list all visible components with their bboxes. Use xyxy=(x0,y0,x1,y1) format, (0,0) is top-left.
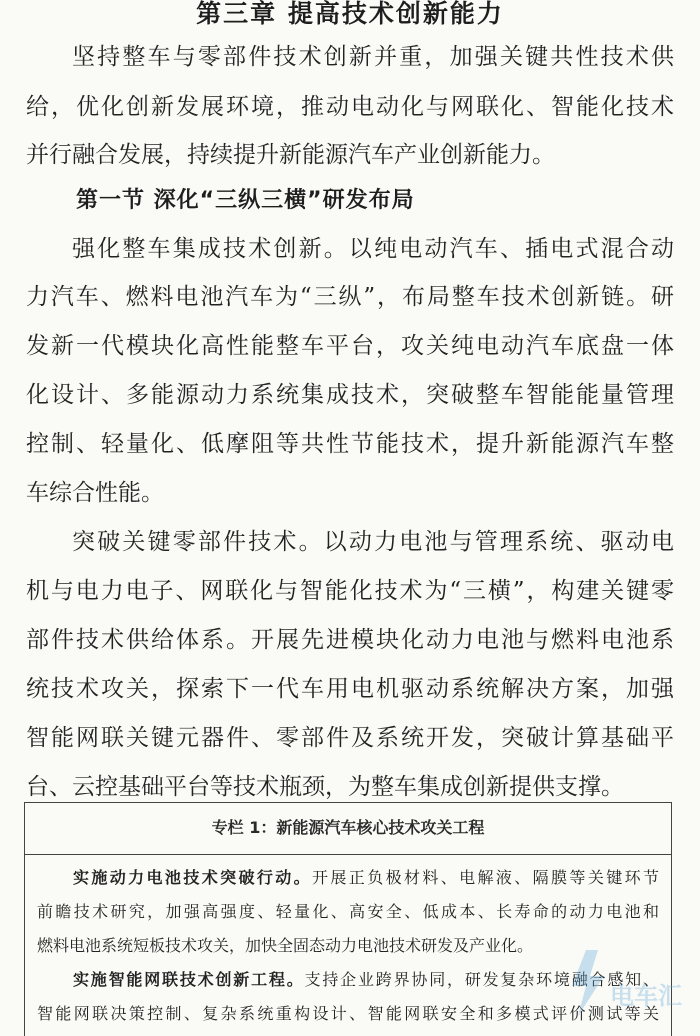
box-item-lead: 实施动力电池技术突破行动。 xyxy=(73,868,313,887)
box-line: 燃料电池系统短板技术攻关，加快全固态动力电池技术研发及产业化。 xyxy=(37,936,534,955)
paragraph-line: 智能网联关键元器件、零部件及系统开发，突破计算基础平 xyxy=(26,725,674,751)
paragraph-line: 发新一代模块化高性能整车平台，攻关纯电动汽车底盘一体 xyxy=(26,333,674,359)
paragraph-line: 控制、轻量化、低摩阻等共性节能技术，提升新能源汽车整 xyxy=(26,431,674,457)
box-line: 智能网联决策控制、复杂系统重构设计、智能网联安全和多模式评价测试等关 xyxy=(37,1004,659,1023)
box-line: 前瞻技术研究，加强高强度、轻量化、高安全、低成本、长寿命的动力电池和 xyxy=(37,902,659,921)
paragraph-line: 力汽车、燃料电池汽车为“三纵”，布局整车技术创新链。研 xyxy=(26,284,674,310)
paragraph-line: 强化整车集成技术创新。以纯电动汽车、插电式混合动 xyxy=(72,236,674,262)
box-item-text: 开展正负极材料、电解液、隔膜等关键环节 xyxy=(312,868,659,887)
paragraph-line: 统技术攻关，探索下一代车用电机驱动系统解决方案，加强 xyxy=(26,676,674,702)
paragraph-line: 化设计、多能源动力系统集成技术，突破整车智能能量管理 xyxy=(26,382,674,408)
box-item-text: 支持企业跨界协同，研发复杂环境融合感知、 xyxy=(304,970,659,989)
watermark-text: 电车汇 xyxy=(610,982,682,1010)
box-line xyxy=(73,965,659,995)
intro-line: 坚持整车与零部件技术创新并重，加强关键共性技术供 xyxy=(72,44,674,70)
sidebar-box-title: 专栏 1：新能源汽车核心技术攻关工程 xyxy=(25,803,671,855)
paragraph-line: 突破关键零部件技术。以动力电池与管理系统、驱动电 xyxy=(72,529,674,555)
box-item-lead: 实施智能网联技术创新工程。 xyxy=(73,970,305,989)
sidebar-box xyxy=(24,802,672,1036)
paragraph-line: 台、云控基础平台等技术瓶颈，为整车集成创新提供支撑。 xyxy=(26,774,624,800)
paragraph-line: 车综合性能。 xyxy=(26,480,164,506)
intro-line: 给，优化创新发展环境，推动电动化与网联化、智能化技术 xyxy=(26,94,674,120)
chapter-title: 第三章 提高技术创新能力 xyxy=(196,0,504,28)
section-title: 第一节 深化“三纵三横”研发布局 xyxy=(76,188,415,213)
box-line xyxy=(73,863,659,893)
paragraph-line: 机与电力电子、网联化与智能化技术为“三横”，构建关键零 xyxy=(26,578,674,604)
intro-line: 并行融合发展，持续提升新能源汽车产业创新能力。 xyxy=(26,142,555,168)
paragraph-line: 部件技术供给体系。开展先进模块化动力电池与燃料电池系 xyxy=(26,627,674,653)
